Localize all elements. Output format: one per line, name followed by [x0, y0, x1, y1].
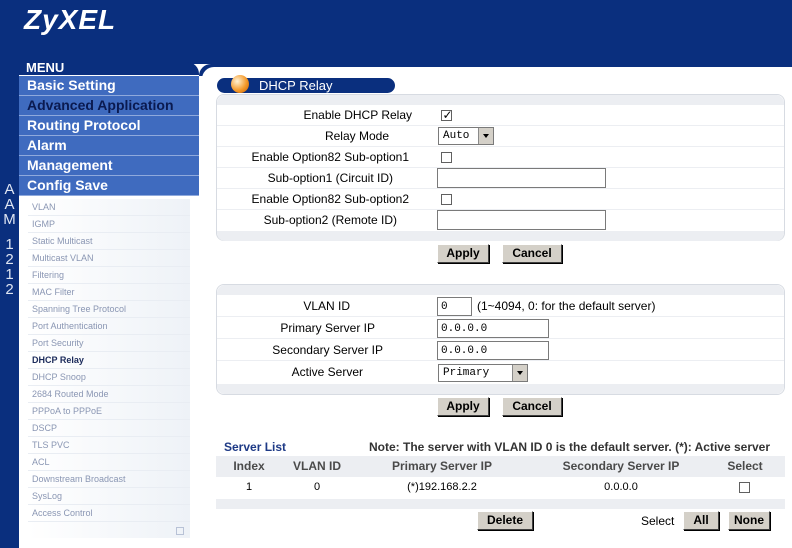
- enable-relay-row: [217, 105, 784, 126]
- circuit-id-input[interactable]: [437, 168, 606, 188]
- server-list-title: Server List: [224, 440, 287, 454]
- menu-item-management[interactable]: Management: [19, 156, 199, 176]
- secondary-ip-row: [217, 340, 784, 361]
- opt82-sub2-enable-label: Enable Option82 Sub-option2: [251, 192, 409, 206]
- primary-ip-label: Primary Server IP: [280, 321, 375, 335]
- submenu-item-2684-routed-mode[interactable]: 2684 Routed Mode: [28, 386, 190, 403]
- row-vlan-id: 0: [313, 481, 321, 493]
- main-menu: [19, 76, 199, 196]
- menu-title: MENU: [19, 62, 199, 75]
- opt82-sub1-enable-row: [217, 147, 784, 168]
- submenu-item-pppoa-to-pppoe[interactable]: PPPoA to PPPoE: [28, 403, 190, 420]
- active-server-value: Primary: [443, 367, 490, 379]
- opt82-sub2-enable-row: [217, 189, 784, 210]
- row-secondary-ip: 0.0.0.0: [604, 481, 638, 493]
- submenu-item-multicast-vlan[interactable]: Multicast VLAN: [28, 250, 190, 267]
- delete-button[interactable]: Delete: [477, 511, 533, 530]
- relay-apply-button[interactable]: Apply: [437, 244, 489, 263]
- opt82-sub2-checkbox[interactable]: [441, 194, 452, 205]
- relay-mode-value: Auto: [443, 130, 470, 142]
- server-table-footer: [216, 499, 785, 509]
- opt82-sub1-checkbox[interactable]: [441, 152, 452, 163]
- vlan-id-input[interactable]: 0: [437, 297, 472, 316]
- remote-id-input[interactable]: [437, 210, 606, 230]
- menu-item-basic-setting[interactable]: Basic Setting: [19, 76, 199, 96]
- vlan-id-row: [217, 296, 784, 317]
- secondary-ip-label: Secondary Server IP: [272, 343, 383, 357]
- select-none-button[interactable]: None: [728, 511, 770, 530]
- server-settings-panel: [216, 284, 785, 395]
- sub1-row: [217, 168, 784, 189]
- select-all-button[interactable]: All: [683, 511, 719, 530]
- column-header-vlan-id: VLAN ID: [293, 459, 341, 473]
- server-cancel-button[interactable]: Cancel: [502, 397, 562, 416]
- submenu-item-static-multicast[interactable]: Static Multicast: [28, 233, 190, 250]
- chevron-down-icon: [512, 365, 527, 381]
- sub2-label: Sub-option2 (Remote ID): [263, 213, 397, 227]
- title-orb-icon: [231, 75, 249, 93]
- checkmark-icon: ✓: [442, 108, 453, 122]
- device-model-label: A A M 1 2 1 2: [3, 181, 16, 298]
- secondary-ip-input[interactable]: 0.0.0.0: [437, 341, 549, 360]
- submenu-item-tls-pvc[interactable]: TLS PVC: [28, 437, 190, 454]
- enable-relay-label: Enable DHCP Relay: [303, 108, 412, 122]
- page-title: DHCP Relay: [259, 78, 333, 93]
- column-header-secondary-ip: Secondary Server IP: [562, 459, 680, 473]
- relay-cancel-button[interactable]: Cancel: [502, 244, 562, 263]
- relay-mode-row: [217, 126, 784, 147]
- column-header-primary-ip: Primary Server IP: [391, 459, 493, 473]
- row-select-checkbox[interactable]: [739, 482, 750, 493]
- sub1-label: Sub-option1 (Circuit ID): [267, 171, 393, 185]
- relay-settings-panel: [216, 94, 785, 241]
- vertical-device-strip: [0, 64, 19, 548]
- resize-handle-icon: [176, 527, 184, 535]
- active-server-select[interactable]: [438, 364, 528, 382]
- submenu-item-dhcp-relay[interactable]: DHCP Relay: [28, 352, 190, 369]
- submenu-footer: [28, 522, 190, 538]
- submenu-item-vlan[interactable]: VLAN: [28, 199, 190, 216]
- submenu-item-dhcp-snoop[interactable]: DHCP Snoop: [28, 369, 190, 386]
- active-server-row: [217, 362, 784, 383]
- primary-ip-input[interactable]: 0.0.0.0: [437, 319, 549, 338]
- submenu-item-port-security[interactable]: Port Security: [28, 335, 190, 352]
- header-bar: [0, 0, 792, 64]
- submenu-item-downstream-broadcast[interactable]: Downstream Broadcast: [28, 471, 190, 488]
- submenu-item-filtering[interactable]: Filtering: [28, 267, 190, 284]
- submenu-item-dscp[interactable]: DSCP: [28, 420, 190, 437]
- relay-mode-label: Relay Mode: [324, 129, 389, 143]
- active-server-label: Active Server: [291, 365, 363, 379]
- server-list-note: Note: The server with VLAN ID 0 is the default server. (*): Active server: [369, 440, 771, 454]
- chevron-down-icon: [478, 128, 493, 144]
- submenu-item-syslog[interactable]: SysLog: [28, 488, 190, 505]
- select-label: Select: [641, 514, 675, 528]
- row-primary-ip: (*)192.168.2.2: [407, 481, 477, 493]
- opt82-sub1-enable-label: Enable Option82 Sub-option1: [251, 150, 409, 164]
- submenu-item-port-authentication[interactable]: Port Authentication: [28, 318, 190, 335]
- zyxel-logo: ZyXEL: [24, 4, 117, 35]
- submenu-item-access-control[interactable]: Access Control: [28, 505, 190, 522]
- submenu-item-igmp[interactable]: IGMP: [28, 216, 190, 233]
- menu-item-config-save[interactable]: Config Save: [19, 176, 199, 196]
- menu-item-alarm[interactable]: Alarm: [19, 136, 199, 156]
- enable-relay-checkbox[interactable]: [441, 110, 452, 121]
- page-title-bar: [217, 78, 395, 93]
- column-header-index: Index: [233, 459, 265, 473]
- relay-mode-select[interactable]: [438, 127, 494, 145]
- vlan-id-hint: (1~4094, 0: for the default server): [477, 299, 656, 313]
- menu-item-advanced-application[interactable]: Advanced Application: [19, 96, 199, 116]
- primary-ip-row: [217, 318, 784, 339]
- submenu-item-mac-filter[interactable]: MAC Filter: [28, 284, 190, 301]
- server-apply-button[interactable]: Apply: [437, 397, 489, 416]
- submenu-list: [28, 199, 190, 522]
- sub2-row: [217, 210, 784, 231]
- submenu-item-spanning-tree[interactable]: Spanning Tree Protocol: [28, 301, 190, 318]
- row-index: 1: [245, 481, 253, 493]
- column-header-select: Select: [727, 459, 763, 473]
- submenu-item-acl[interactable]: ACL: [28, 454, 190, 471]
- vlan-id-label: VLAN ID: [303, 299, 350, 313]
- menu-item-routing-protocol[interactable]: Routing Protocol: [19, 116, 199, 136]
